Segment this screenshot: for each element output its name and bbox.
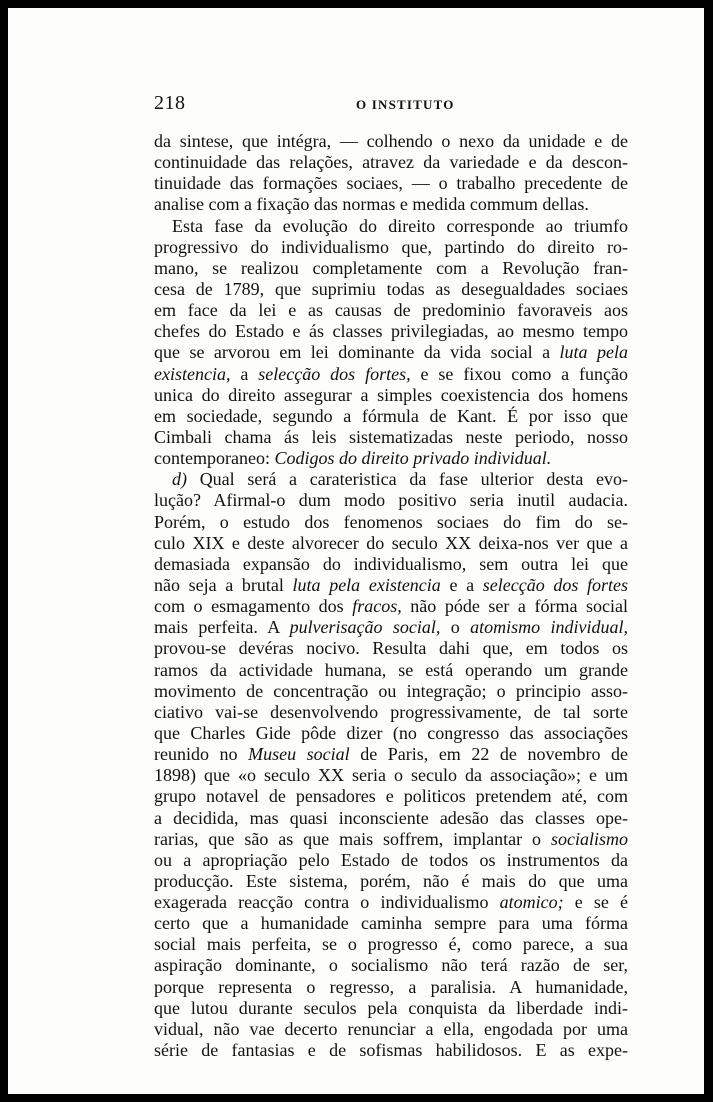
text-line: producção. Este sistema, porém, não é mais do que uma xyxy=(154,870,628,891)
italic-phrase: socialismo xyxy=(550,828,628,849)
text-line: social mais perfeita, se o progresso é, como parece, a sua xyxy=(154,934,628,955)
text-line: progressivo do individualismo que, partindo do direito ro- xyxy=(154,236,628,257)
text-line: culo XIX e deste alvorecer do seculo XX deixa-nos ver que a xyxy=(154,532,628,553)
text-line: rarias, que são as que mais soffrem, implantar o socialismo xyxy=(154,828,628,849)
text-line: lução? Afirmal-o dum modo positivo seria inutil audacia. xyxy=(154,490,628,511)
text-line: vidual, não vae decerto renunciar a ella, engodada por uma xyxy=(154,1018,628,1039)
text-line: em face da lei e as causas de predominio favoraveis aos xyxy=(154,300,628,321)
text-line: continuidade das relações, atravez da variedade e da descon- xyxy=(154,152,628,173)
text-line: em sociedade, segundo a fórmula de Kant. É por isso que xyxy=(154,405,628,426)
text-line: aspiração dominante, o socialismo não terá razão de ser, xyxy=(154,955,628,976)
text-line: existencia, a selecção dos fortes, e se fixou como a função xyxy=(154,363,628,384)
running-head xyxy=(154,92,624,116)
text-line: certo que a humanidade caminha sempre para uma fórma xyxy=(154,913,628,934)
text-line: Cimbali chama ás leis sistematizadas neste periodo, nosso xyxy=(154,426,628,447)
text-line: Esta fase da evolução do direito corresponde ao triumfo xyxy=(172,215,628,236)
page-number: 218 xyxy=(154,92,186,114)
journal-title: O INSTITUTO xyxy=(356,97,455,112)
text-line: mano, se realizou completamente com a Revolução fran- xyxy=(154,257,628,278)
text-line: provou-se devéras nocivo. Resulta dahi que, em todos os xyxy=(154,638,628,659)
italic-phrase: pulverisação social, xyxy=(289,617,441,638)
text-line: movimento de concentração ou integração; o principio asso- xyxy=(154,680,628,701)
italic-phrase: Codigos do direito privado individual. xyxy=(274,448,552,469)
text-line: ciativo vai-se desenvolvendo progressivamente, de tal sorte xyxy=(154,701,628,722)
text-line: não seja a brutal luta pela existencia e a selecção dos fortes xyxy=(154,574,628,595)
text-line: reunido no Museu social de Paris, em 22 de novembro de xyxy=(154,744,629,765)
text-line: que Charles Gide pôde dizer (no congresso das associações xyxy=(154,722,628,743)
italic-phrase: atomismo individual, xyxy=(470,617,629,638)
text-line: grupo notavel de pensadores e politicos pretendem até, com xyxy=(154,786,628,807)
italic-phrase: Museu social xyxy=(248,744,350,765)
text-line: com o esmagamento dos fracos, não póde ser a fórma social xyxy=(154,596,629,617)
text-line: chefes do Estado e ás classes privilegiadas, ao mesmo tempo xyxy=(154,321,628,342)
italic-phrase: selecção dos fortes xyxy=(482,574,628,595)
text-line: contemporaneo: Codigos do direito privado individual. xyxy=(154,448,552,469)
text-line: que lutou durante seculos pela conquista da liberdade indi- xyxy=(154,997,628,1018)
text-line: unica do direito assegurar a simples coexistencia dos homens xyxy=(154,384,628,405)
italic-phrase: atomico; xyxy=(499,892,564,913)
text-line: 1898) que «o seculo XX seria o seculo da associação»; e um xyxy=(154,765,628,786)
text-line: ramos da actividade humana, se está operando um grande xyxy=(154,659,628,680)
text-line: cesa de 1789, que suprimiu todas as desegualdades sociaes xyxy=(154,278,628,299)
text-line: tinuidade das formações sociaes, — o trabalho precedente de xyxy=(154,173,628,194)
italic-phrase: luta pela existencia xyxy=(292,574,441,595)
text-line: d) Qual será a carateristica da fase ulterior desta evo- xyxy=(172,469,628,490)
text-line: exagerada reacção contra o individualismo atomico; e se é xyxy=(154,892,628,913)
text-line: Porém, o estudo dos fenomenos sociaes do fim do se- xyxy=(154,511,628,532)
italic-phrase: selecção dos fortes, xyxy=(258,363,411,384)
italic-phrase: luta pela xyxy=(559,342,628,363)
italic-phrase: existencia, xyxy=(154,363,231,384)
italic-phrase: fracos, xyxy=(352,596,402,617)
text-line: ou a apropriação pelo Estado de todos os instrumentos da xyxy=(154,849,628,870)
section-marker: d) xyxy=(172,469,187,490)
body-text xyxy=(154,131,628,1061)
text-line: mais perfeita. A pulverisação social, o atomismo individual, xyxy=(154,617,629,638)
text-line: que se arvorou em lei dominante da vida social a luta pela xyxy=(154,342,628,363)
text-line: da sintese, que intégra, — colhendo o nexo da unidade e de xyxy=(154,131,628,151)
text-line: série de fantasias e de sofismas habilidosos. E as expe- xyxy=(154,1040,628,1061)
text-line: demasiada expansão do individualismo, sem outra lei que xyxy=(154,553,628,574)
text-line: a decidida, mas quasi inconsciente adesão das classes ope- xyxy=(154,807,628,828)
text-line: analise com a fixação das normas e medida commum dellas. xyxy=(154,194,589,215)
text-line: porque representa o regresso, a paralisia. A humanidade, xyxy=(154,976,628,997)
